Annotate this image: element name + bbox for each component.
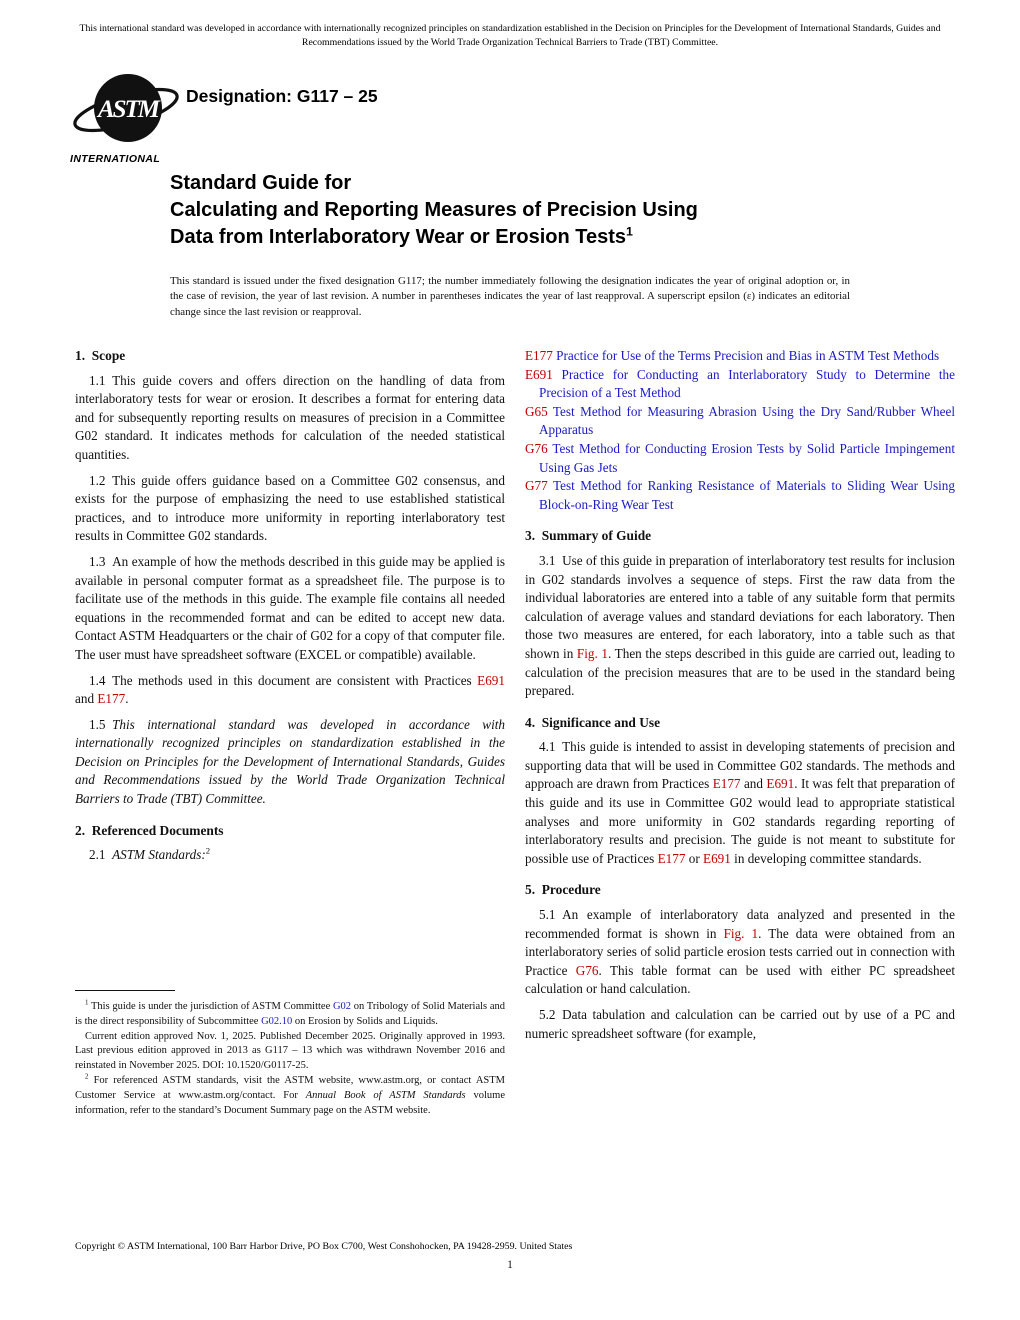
section-heading-referenced-documents: 2. Referenced Documents [75, 822, 224, 838]
right-column [525, 347, 955, 1050]
section-heading-significance: 4. Significance and Use [525, 714, 661, 730]
link-test-method-for-ranking-resistance-of-materials-to-sliding-wear-using-block-on-ring-wear-test[interactable]: Test Method for Ranking Resistance of Materials to Sliding Wear Using Block-on-Ring Wear Test [539, 478, 955, 512]
left-column [75, 347, 505, 872]
para-1-4 [75, 672, 505, 709]
footnote-divider [75, 990, 175, 991]
text-segment: volume information, refer to the standard’s Document Summary page on the ASTM website. [75, 1089, 506, 1116]
text-segment: Annual Book of ASTM Standards [305, 1089, 466, 1101]
svg-text:ASTM: ASTM [97, 96, 159, 123]
wto-notice: This international standard was developed in accordance with internationally recognized principles on standardization established in the Decision on Principles for the Development of International Standards, Guides and Recommendations issued by the World Trade Organization Technical Barriers to Trade (TBT) Committee. [79, 23, 941, 48]
page-number: 1 [507, 1259, 513, 1271]
text-segment: 1.2 This guide offers guidance based on a Committee G02 consensus, and exists for the purpose of emphasizing the need to use established statistical practices, and to introduce more uniformity in reporting interlaboratory test results in Committee G02 standards. [75, 472, 505, 544]
link-fig.-1[interactable]: Fig. 1 [723, 925, 759, 941]
text-segment: 4.1 This guide is intended to assist in developing statements of precision and supporting data that will be used in Committee G02 standards. The methods and approach are drawn from Practices [525, 739, 955, 792]
astm-logo-international: INTERNATIONAL [70, 153, 161, 165]
link-g77[interactable]: G77 [525, 478, 548, 494]
designation-label: Designation: G117 – 25 [186, 86, 378, 106]
link-practice-for-conducting-an-interlaboratory-study-to-determine-the-precision-of-a-test-method[interactable]: Practice for Conducting an Interlaboratory Study to Determine the Precision of a Test Method [539, 366, 955, 401]
text-segment: For referenced ASTM standards, visit the ASTM website, www.astm.org, or contact ASTM Customer Service at www.astm.org/contact. For [75, 1074, 505, 1101]
text-segment: 1.4 The methods used in this document are consistent with Practices [89, 672, 478, 688]
link-e691[interactable]: E691 [703, 850, 731, 866]
text-segment: on Erosion by Solids and Liquids. [292, 1015, 438, 1027]
astm-logo [70, 70, 188, 165]
link-test-method-for-measuring-abrasion-using-the-dry-sand-rubber-wheel-apparatus[interactable]: Test Method for Measuring Abrasion Using the Dry Sand/Rubber Wheel Apparatus [539, 403, 955, 438]
text-segment: . It was felt that preparation of this guide and its use in Committee G02 would lead to appropriate statistical analyses and more uniformity in G02 standards regarding reporting of interlaboratory results and precision. The guide is not meant to substitute for possible use of Practices [525, 776, 955, 866]
footnotes [75, 990, 505, 1118]
section-heading-procedure: 5. Procedure [525, 882, 601, 898]
text-segment: on Tribology of Solid Materials and is the direct responsibility of Subcommittee [75, 1001, 506, 1027]
reference-item-g65 [525, 403, 955, 440]
text-segment: or [685, 850, 704, 866]
text-segment: 5.2 Data tabulation and calculation can be carried out by use of a PC and numeric spreadsheet software (for example, [525, 1007, 955, 1041]
text-segment: in developing committee standards. [730, 850, 922, 866]
link-g02.10[interactable]: G02.10 [261, 1015, 293, 1027]
text-segment: Current edition approved Nov. 1, 2025. Published December 2025. Originally approved in 1993. Last previous edition approved in 2013 as G117 – 13 which was withdrawn November 2016 and reinstated in November 2025. DOI: 10.1520/G0117-25. [75, 1030, 505, 1072]
link-e177[interactable]: E177 [525, 348, 553, 363]
para-1-2 [75, 472, 505, 546]
para-1-3 [75, 553, 505, 665]
link-g76[interactable]: G76 [525, 440, 548, 456]
link-g02[interactable]: G02 [332, 1001, 352, 1012]
footnote-1-jurisdiction [75, 1000, 505, 1030]
reference-item-e691 [525, 366, 955, 403]
link-e177[interactable]: E177 [97, 691, 126, 707]
text-segment: 3.1 Use of this guide in preparation of interlaboratory test results for inclusion in G02 standards involves a sequence of steps. First the raw data from the individual laboratories are entered into a table of any suitable form that permits calculation of average values and standard deviations for each laboratory. Then those two measures are entered, for each laboratory, into a table such as that shown in [525, 552, 955, 661]
text-segment: 1 [85, 999, 89, 1007]
link-g65[interactable]: G65 [525, 403, 548, 419]
footnote-1-edition [75, 1030, 505, 1074]
para-3-1 [525, 552, 955, 701]
link-fig.-1[interactable]: Fig. 1 [576, 645, 609, 661]
text-segment: and [75, 691, 98, 707]
link-e691[interactable]: E691 [525, 366, 553, 382]
text-segment: This guide is under the jurisdiction of ASTM Committee [88, 1001, 333, 1012]
link-e177[interactable]: E177 [712, 776, 741, 792]
link-e691[interactable]: E691 [766, 776, 795, 792]
title-footnote-ref[interactable]: 1 [626, 224, 633, 239]
para-4-1 [525, 738, 955, 868]
section-heading-summary: 3. Summary of Guide [525, 528, 652, 544]
text-segment: 2 [85, 1073, 89, 1081]
text-segment: . Then the steps described in this guide are carried out, leading to calculation of the precision measures that are to be used in the standard being prepared. [525, 645, 956, 699]
text-segment: 1.5 [89, 716, 113, 732]
para-2-1 [75, 846, 505, 865]
para-1-1 [75, 372, 505, 465]
reference-item-g76 [525, 440, 955, 477]
text-segment: 2.1 [89, 847, 113, 863]
text-segment: 1.1 This guide covers and offers direction on the handling of data from interlaboratory tests for wear or erosion. It describes a format for entering data and for subsequently reporting results on measures of precision in a Committee G02 standard. It indicates methods for calculation of the needed statistical quantities. [75, 372, 505, 462]
issuance-note: This standard is issued under the fixed designation G117; the number immediately following the designation indicates the year of original adoption or, in the case of revision, the year of last revision. A number in parentheses indicates the year of last reapproval. A superscript epsilon (ε) indicates an editorial change since the last revision or reapproval. [170, 275, 850, 318]
astm-logo-mark [70, 70, 182, 152]
text-segment: This international standard was developed in accordance with internationally recognized principles on standardization established in the Decision on Principles for the Development of International Standards, Guides and Recommendations issued by the World Trade Organization Technical Barriers to Trade (TBT) Committee. [75, 716, 505, 807]
para-1-5 [75, 716, 505, 809]
title-line2: Data from Interlaboratory Wear or Erosion Tests$^1$ [170, 224, 633, 248]
copyright-line: Copyright © ASTM International, 100 Barr Harbor Drive, PO Box C700, West Conshohocken, PA 19428-2959. United States [75, 1241, 573, 1252]
para-5-1 [525, 906, 955, 999]
text-segment: 2 [205, 845, 211, 856]
text-segment: 5.1 An example of interlaboratory data analyzed and presented in the recommended format is shown in [525, 907, 955, 941]
link-e691[interactable]: E691 [477, 672, 505, 688]
title-prefix: Standard Guide for [170, 172, 352, 194]
text-segment: ASTM Standards: [112, 847, 206, 863]
link-e177[interactable]: E177 [657, 850, 686, 866]
section-heading-scope: 1. Scope [75, 348, 126, 363]
link-test-method-for-conducting-erosion-tests-by-solid-particle-impingement-using-gas-jets[interactable]: Test Method for Conducting Erosion Tests by Solid Particle Impingement Using Gas Jets [539, 440, 955, 475]
text-segment: 1.3 An example of how the methods described in this guide may be applied is available in personal computer format as a spreadsheet file. The purpose is to facilitate use of the methods in this guide. The example file contains all needed equations in the recommended format and can be edited to accept new data. Contact ASTM Headquarters or the chair of G02 for a copy of that computer file. The user must have spreadsheet software (EXCEL or compatible) available. [75, 553, 505, 662]
reference-item-e177 [525, 347, 955, 366]
text-segment: . The data were obtained from an interlaboratory series of solid particle erosion tests carried out in connection with Practice [525, 925, 955, 978]
standard-title [170, 170, 870, 251]
title-line1: Calculating and Reporting Measures of Precision Using [170, 199, 698, 221]
para-5-2 [525, 1006, 955, 1043]
link-practice-for-use-of-the-terms-precision-and-bias-in-astm-test-methods[interactable]: Practice for Use of the Terms Precision and Bias in ASTM Test Methods [552, 348, 940, 363]
reference-item-g77 [525, 477, 955, 514]
footnote-2-referenced-standards [75, 1074, 505, 1118]
link-g76[interactable]: G76 [575, 962, 599, 978]
text-segment: . [125, 691, 129, 707]
text-segment: and [740, 776, 767, 792]
text-segment: . This table format can be used with either PC spreadsheet calculation or hand calculation. [525, 962, 956, 997]
